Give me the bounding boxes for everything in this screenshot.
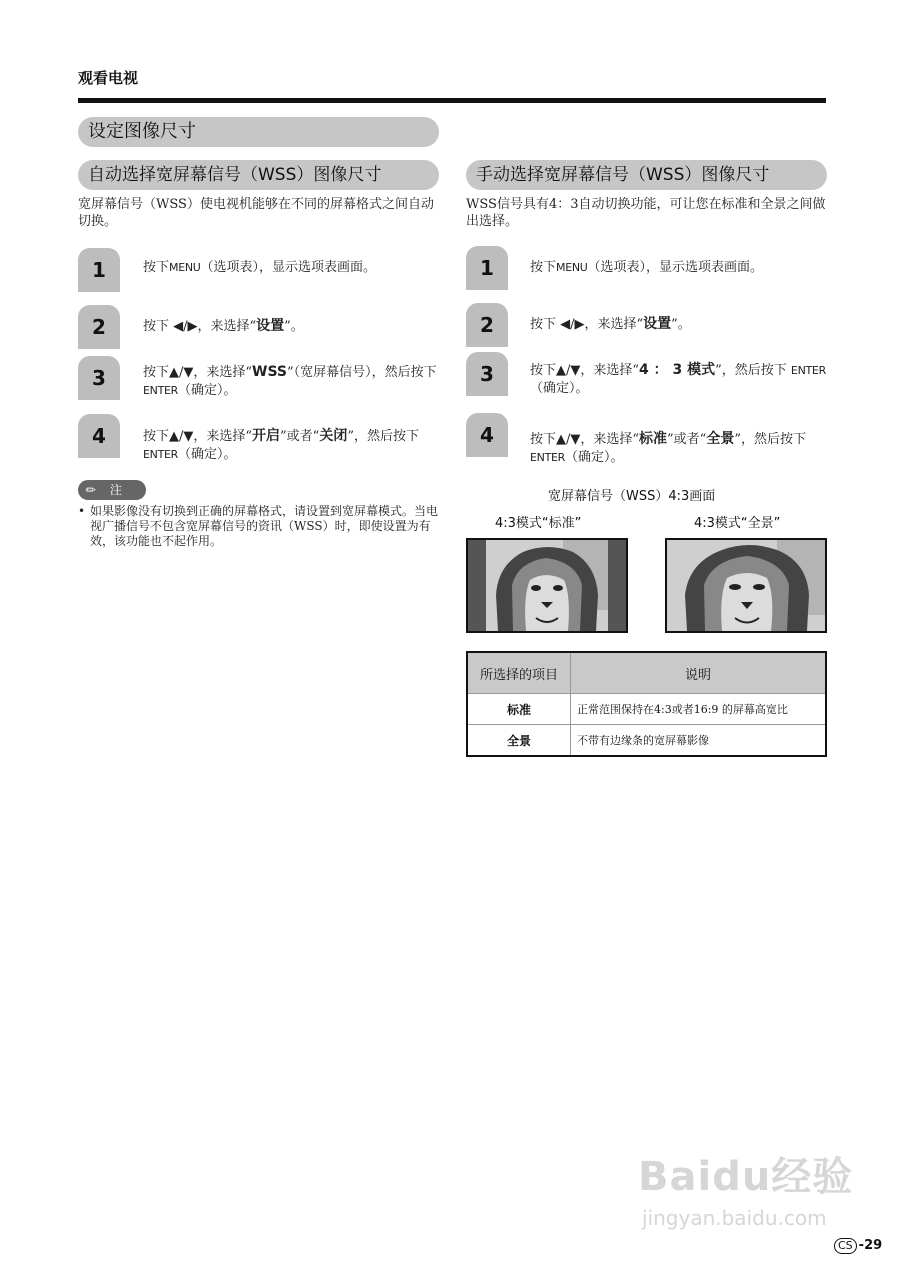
table-row [467, 694, 826, 725]
table-header-row [467, 652, 826, 694]
left-step-2-number: 2 [78, 305, 120, 349]
table-header-desc: 说明 [571, 652, 827, 694]
right-intro: WSS信号具有4：3自动切换功能，可让您在标准和全景之间做出选择。 [466, 197, 826, 229]
lion-image-panorama [667, 540, 825, 631]
note-text: • 如果影像没有切换到正确的屏幕格式，请设置到宽屏幕模式。当电视广播信号不包含宽屏幕信号的资讯（WSS）时，即使设置为有效，该功能也不起作用。 [78, 504, 439, 548]
note-badge: ✎ 注 [78, 480, 146, 500]
table-cell-desc: 不带有边缘条的宽屏幕影像 [571, 725, 827, 757]
pencil-icon: ✎ [82, 481, 100, 499]
right-step-3-number: 3 [466, 352, 508, 396]
baidu-watermark [638, 1145, 853, 1230]
left-step-3-number: 3 [78, 356, 120, 400]
enter-key: ENTER [790, 364, 826, 377]
left-step-1-text: 按下MENU（选项表），显示选项表画面。 [143, 260, 377, 275]
left-intro: 宽屏幕信号（WSS）使电视机能够在不同的屏幕格式之间自动切换。 [78, 197, 434, 229]
section-header: 观看电视 [78, 69, 139, 87]
table-header-item: 所选择的项目 [467, 652, 571, 694]
right-step-2-number: 2 [466, 303, 508, 347]
right-step-4-number: 4 [466, 413, 508, 457]
left-step-2-text: 按下 ◀/▶，来选择“设置”。 [143, 318, 304, 334]
right-step-2-text: 按下 ◀/▶，来选择“设置”。 [530, 316, 691, 332]
right-step-1-text: 按下MENU（选项表），显示选项表画面。 [530, 260, 764, 275]
right-section-title: 手动选择宽屏幕信号（WSS）图像尺寸 [466, 160, 827, 190]
table-cell-item: 全景 [467, 725, 571, 757]
standard-mode-screen [466, 538, 628, 633]
enter-key: ENTER [530, 451, 565, 464]
table-row [467, 725, 826, 757]
enter-key: ENTER [143, 384, 178, 397]
left-section-title: 自动选择宽屏幕信号（WSS）图像尺寸 [78, 160, 439, 190]
lion-image-standard [468, 540, 626, 631]
bullet: • [78, 504, 86, 518]
left-step-1-number: 1 [78, 248, 120, 292]
table-cell-item: 标准 [467, 694, 571, 725]
right-step-3-text: 按下▲/▼，来选择“4 ： 3 模式”，然后按下 ENTER（确定）。 [530, 362, 826, 396]
language-badge: CS [834, 1238, 857, 1254]
watermark-url: jingyan.baidu.com [642, 1206, 827, 1230]
right-step-1-number: 1 [466, 246, 508, 290]
menu-key: MENU [556, 261, 588, 274]
enter-key: ENTER [143, 448, 178, 461]
watermark-logo: Baidu经验 [638, 1154, 854, 1200]
panorama-mode-screen [665, 538, 827, 633]
left-step-3-text: 按下▲/▼，来选择“WSS”（宽屏幕信号），然后按下 ENTER（确定）。 [143, 364, 437, 398]
left-step-4-number: 4 [78, 414, 120, 458]
figure-label-panorama: 4:3模式“全景” [694, 516, 781, 531]
figure-title: 宽屏幕信号（WSS）4:3画面 [548, 489, 716, 504]
figure-label-standard: 4:3模式“标准” [495, 516, 582, 531]
right-step-4-text: 按下▲/▼，来选择“标准”或者“全景”，然后按下 ENTER（确定）。 [530, 431, 806, 465]
page-number: CS -29 [834, 1238, 882, 1254]
main-title: 设定图像尺寸 [78, 117, 439, 147]
mode-description-table [466, 651, 827, 757]
header-rule [78, 98, 826, 103]
table-cell-desc: 正常范围保持在4:3或者16:9 的屏幕高宽比 [571, 694, 827, 725]
menu-key: MENU [169, 261, 201, 274]
left-step-4-text: 按下▲/▼，来选择“开启”或者“关闭”，然后按下 ENTER（确定）。 [143, 428, 419, 462]
